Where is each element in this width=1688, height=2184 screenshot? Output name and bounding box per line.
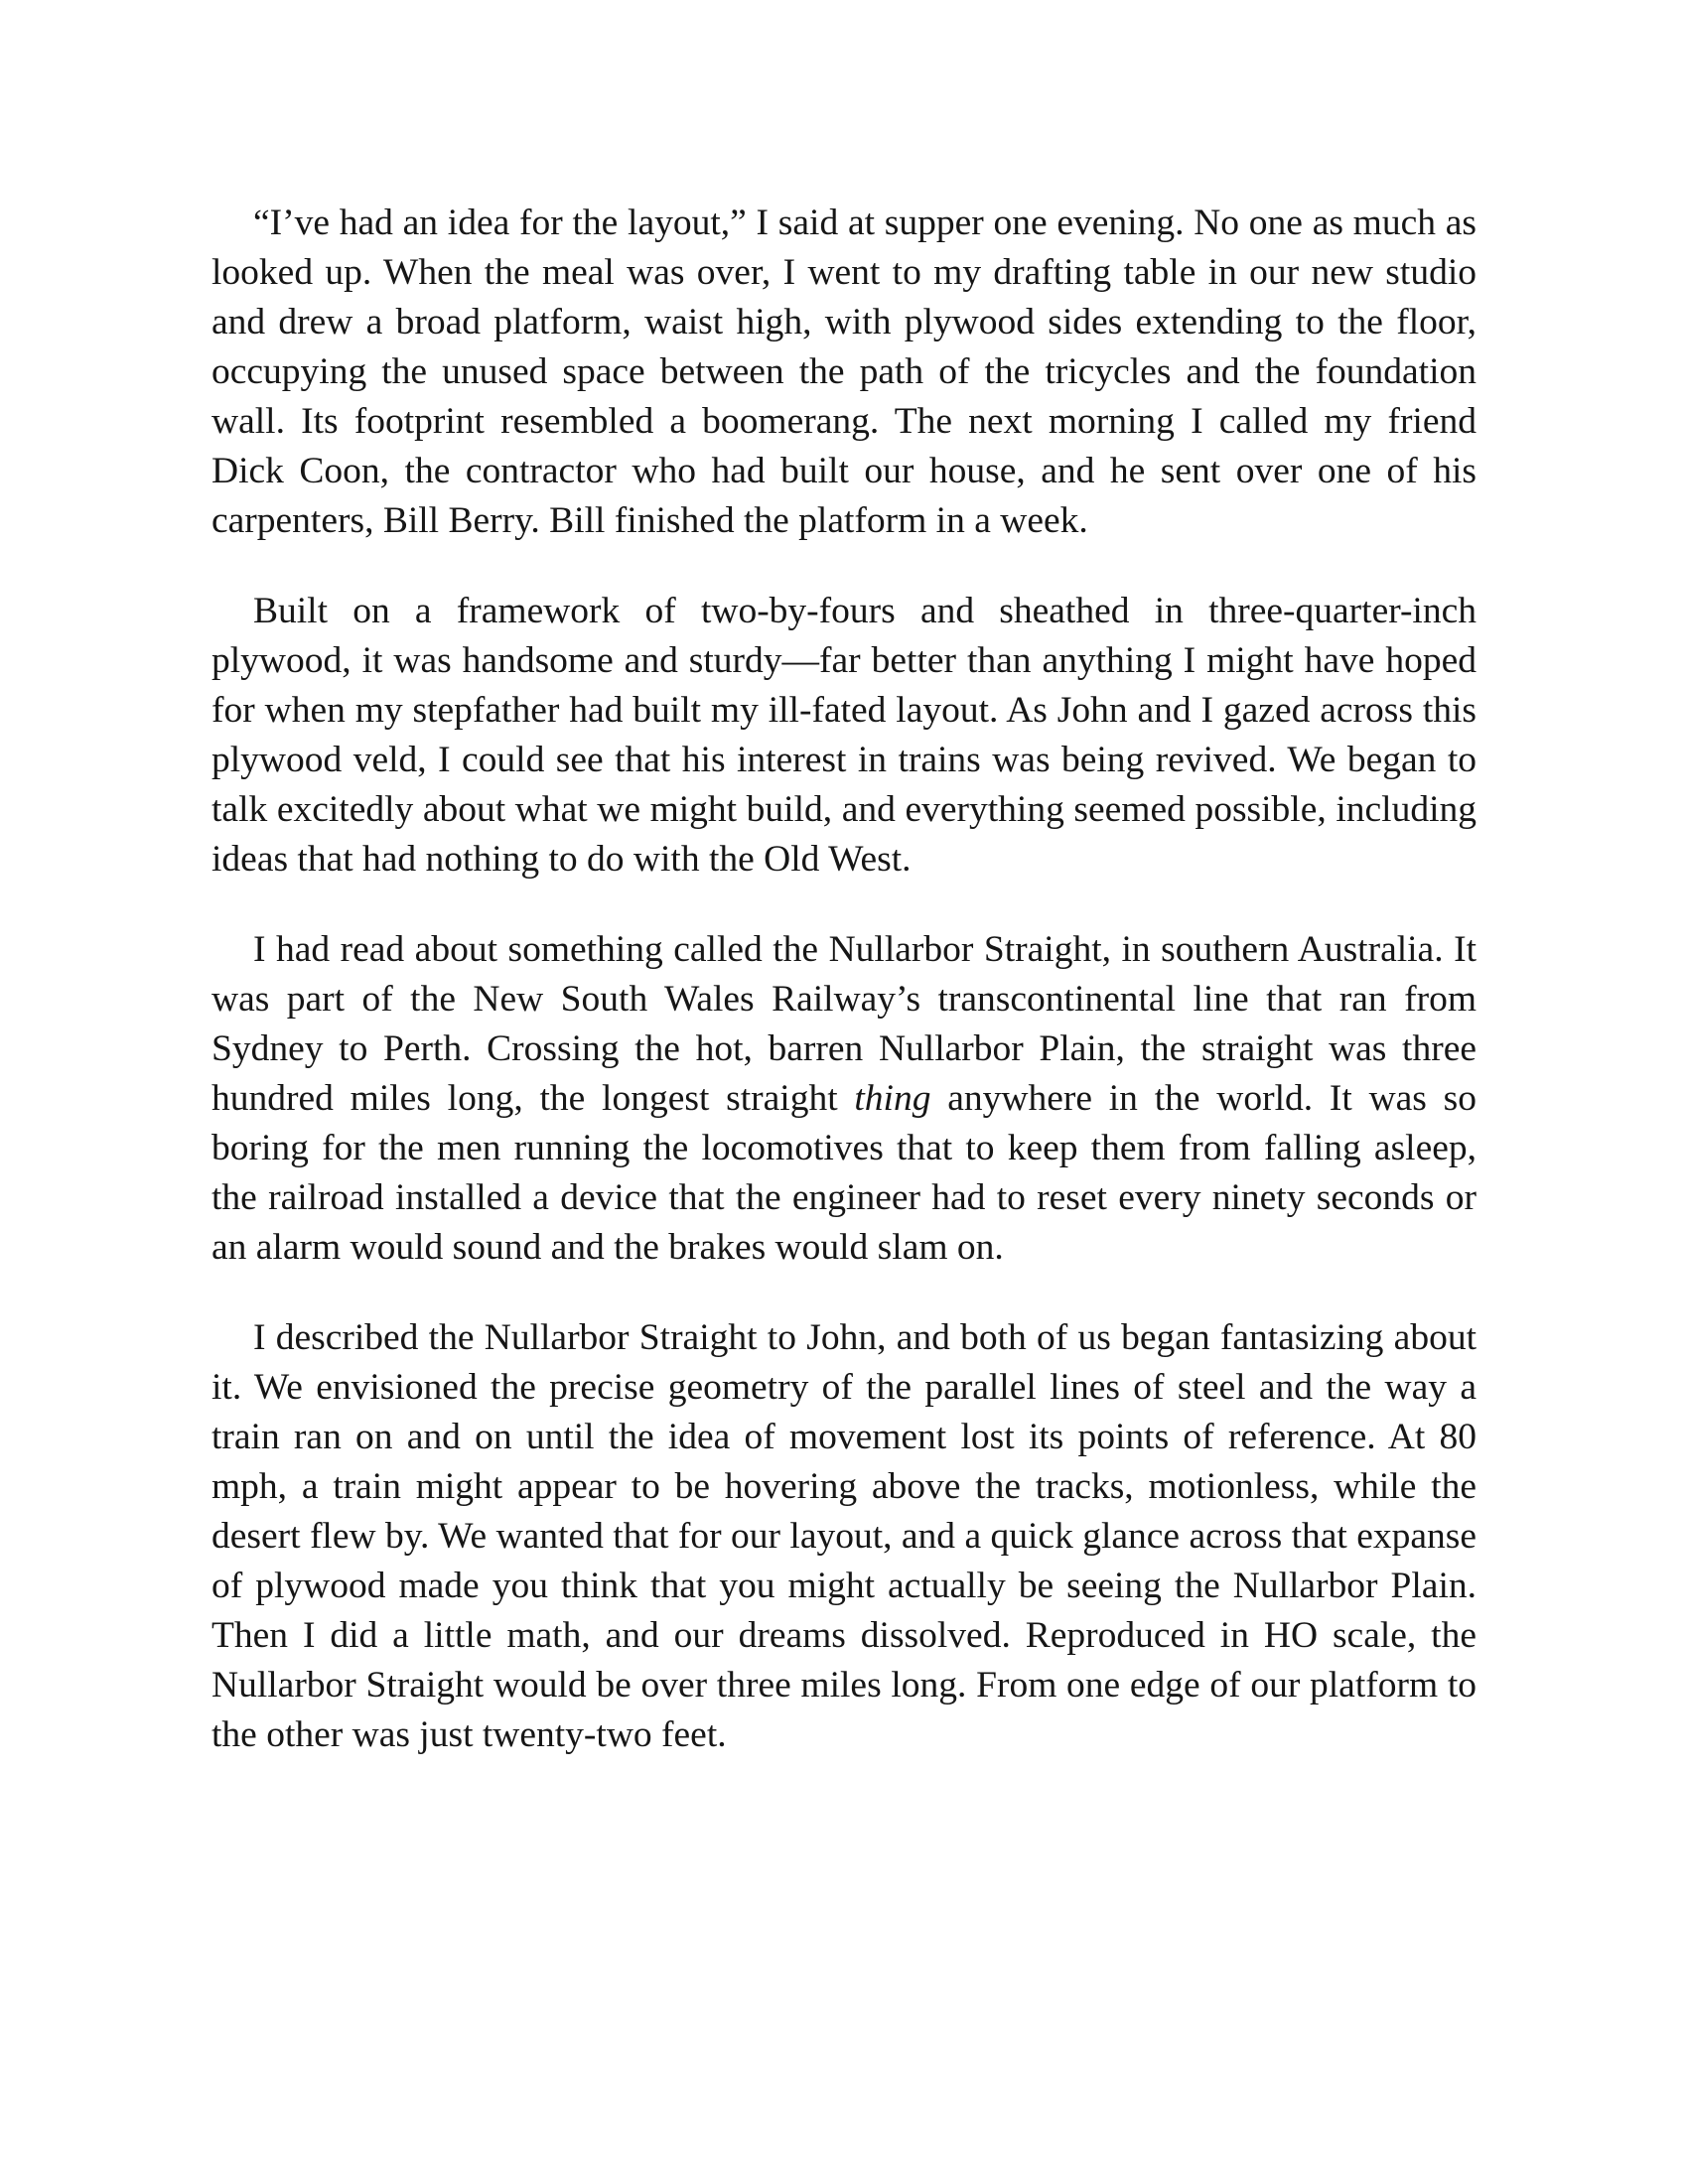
paragraph-3-italic-word: thing <box>854 1078 931 1119</box>
paragraph-3 <box>211 925 1477 1273</box>
paragraph-3-text-after: anywhere in the world. It was so boring for the men running the locomotives that to keep them from falling asleep, the railroad installed a device that the engineer had to reset every ninety seconds or an alarm would sound and the brakes would slam on. <box>211 1078 1477 1268</box>
paragraph-2: Built on a framework of two-by-fours and sheathed in three-quarter-inch plywood, it was handsome and sturdy—far better than anything I might have hoped for when my stepfather had built my ill-fated layout. As John and I gazed across this plywood veld, I could see that his interest in trains was being revived. We began to talk excitedly about what we might build, and everything seemed possible, including ideas that had nothing to do with the Old West. <box>211 591 1477 880</box>
paragraph-4: I described the Nullarbor Straight to John, and both of us began fantasizing about it. We envisioned the precise geometry of the parallel lines of steel and the way a train ran on and on until the idea of movement lost its points of reference. At 80 mph, a train might appear to be hovering above the tracks, motionless, while the desert flew by. We wanted that for our layout, and a quick glance across that expanse of plywood made you think that you might actually be seeing the Nullarbor Plain. Then I did a little math, and our dreams dissolved. Reproduced in HO scale, the Nullarbor Straight would be over three miles long. From one edge of our platform to the other was just twenty-two feet. <box>211 1317 1477 1755</box>
paragraph-1: “I’ve had an idea for the layout,” I said at supper one evening. No one as much as looked up. When the meal was over, I went to my drafting table in our new studio and drew a broad platform, waist high, with plywood sides extending to the floor, occupying the unused space between the path of the tricycles and the foundation wall. Its footprint resembled a boomerang. The next morning I called my friend Dick Coon, the contractor who had built our house, and he sent over one of his carpenters, Bill Berry. Bill finished the platform in a week. <box>211 203 1477 541</box>
document-page <box>211 199 1477 1760</box>
paragraph-3-text-before: I had read about something called the Nullarbor Straight, in southern Australia. It was part of the New South Wales Railway’s transcontinental line that ran from Sydney to Perth. Crossing the hot, barren Nullarbor Plain, the straight was three hundred miles long, the longest straight <box>211 929 1477 1119</box>
